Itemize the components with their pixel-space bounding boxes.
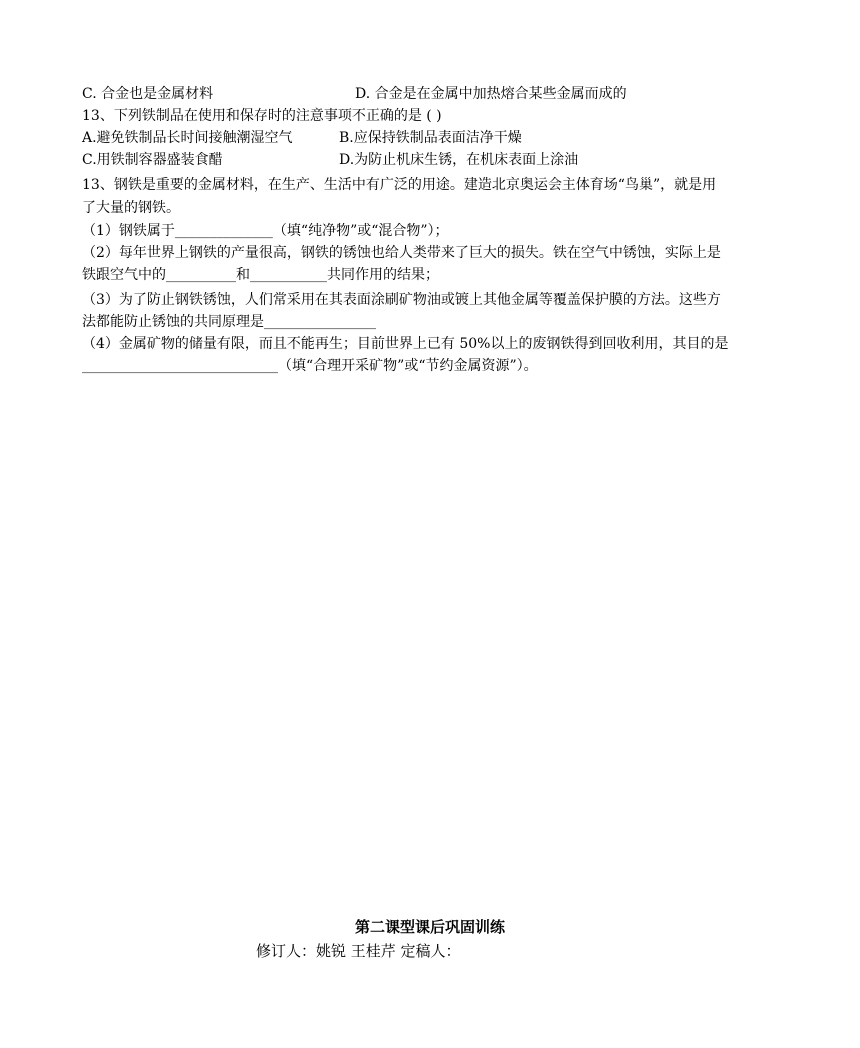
sub-question-4-line-2: ____________________________（填“合理开采矿物”或“节约金属资源”）。 <box>82 358 538 374</box>
option-b: B.应保持铁制品表面洁净干燥 <box>339 130 522 146</box>
sub-question-3-line-1: （3）为了防止钢铁锈蚀，人们常采用在其表面涂刷矿物油或镀上其他金属等覆盖保护膜的方法。这些方 <box>82 292 721 308</box>
sub-question-4-line-1: （4）金属矿物的储量有限，而且不能再生；目前世界上已有 50%以上的废钢铁得到回收利用，其目的是 <box>82 336 729 352</box>
question-stem: 13、下列铁制品在使用和保存时的注意事项不正确的是 ( ) <box>82 108 442 124</box>
sub-question-2-line-1: （2）每年世界上钢铁的产量很高，钢铁的锈蚀也给人类带来了巨大的损失。铁在空气中锈蚀，实际上是 <box>82 245 721 261</box>
option-d: D.为防止机床生锈，在机床表面上涂油 <box>339 152 579 168</box>
option-c: C. 合金也是金属材料 <box>82 86 214 102</box>
editor-credit: 修订人：姚锐 王桂芹 定稿人： <box>256 942 461 960</box>
option-c: C.用铁制容器盛装食醋 <box>82 152 223 168</box>
option-d: D. 合金是在金属中加热熔合某些金属而成的 <box>355 86 627 102</box>
sub-question-1: （1）钢铁属于______________（填“纯净物”或“混合物”）； <box>82 223 449 239</box>
section-title: 第二课型课后巩固训练 <box>354 918 505 936</box>
question-stem-line-1: 13、钢铁是重要的金属材料，在生产、生活中有广泛的用途。建造北京奥运会主体育场“鸟巢”，就是用 <box>82 177 717 193</box>
option-a: A.避免铁制品长时间接触潮湿空气 <box>82 130 293 146</box>
question-stem-line-2: 了大量的钢铁。 <box>82 200 180 216</box>
sub-question-2-line-2: 铁跟空气中的__________和___________共同作用的结果； <box>82 267 439 283</box>
sub-question-3-line-2: 法都能防止锈蚀的共同原理是________________ <box>82 314 376 330</box>
